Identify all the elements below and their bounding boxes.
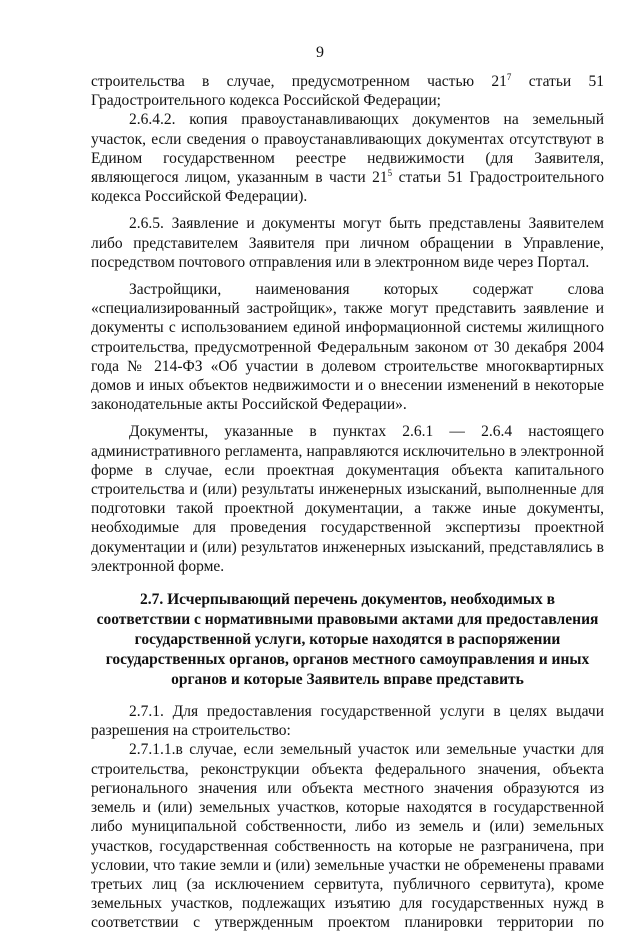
paragraph-text: строительства в случае, предусмотренном частью 21	[91, 73, 507, 90]
paragraph-2-7-1: 2.7.1. Для предоставления государственной услуги в целях выдачи разрешения на строительство:	[91, 703, 604, 740]
paragraph-2-7-1-1: 2.7.1.1.в случае, если земельный участок или земельные участки для строительства, реконструкции объекта федерального значения, объекта регионального значения или объекта местного значения образуются из земель и (или) земельных участков, которые находятся в государственной либо муниципальной собственности, либо из земель и (или) земельных участков, государственная собственность на которые не разграничена, при условии, что такие земли и (или) земельные участки не обременены правами третьих лиц (за исключением сервитута, публичного сервитута), кроме земельных участков, подлежащих изъятию для государственных нужд в соответствии с утвержденным проектом планировки территории по	[91, 741, 604, 932]
superscript: 7	[506, 71, 512, 82]
page-number: 9	[316, 44, 324, 61]
paragraph-text: статьи 51 Градостроительного кодекса Российской Федерации).	[91, 169, 604, 206]
paragraph-text: 2.6.4.2. копия правоустанавливающих документов на земельный участок, если сведения о правоустанавливающих документах отсутствуют в Едином государственном реестре недвижимости (для Заявителя, являющегося лицом, указанным в части 21	[91, 111, 604, 187]
paragraph-text: статьи 51 Градостроительного кодекса Российской Федерации;	[91, 73, 604, 110]
paragraph-2-6-5: 2.6.5. Заявление и документы могут быть представлены Заявителем либо представителем Заявителя при личном обращении в Управление, посредством почтового отправления или в электронном виде через Портал.	[91, 215, 604, 271]
paragraph-developers: Застройщики, наименования которых содержат слова «специализированный застройщик», также могут представить заявление и документы с использованием единой информационной системы жилищного строительства, предусмотренной Федеральным законом от 30 декабря 2004 года № 214-ФЗ «Об участии в долевом строительстве многоквартирных домов и иных объектов недвижимости и о внесении изменений в некоторые законодательные акты Российской Федерации».	[91, 281, 604, 414]
document-body	[91, 72, 604, 933]
paragraph-2-6-4-2	[91, 110, 604, 206]
paragraph-continuation	[91, 72, 604, 110]
paragraph-electronic-form: Документы, указанные в пунктах 2.6.1 — 2.6.4 настоящего административного регламента, направляются исключительно в электронной форме в случае, если проектная документация объекта капитального строительства и (или) результаты инженерных изысканий, выполненные для подготовки такой проектной документации, а также иные документы, необходимые для проведения государственной экспертизы проектной документации и (или) результатов инженерных изысканий, представлялись в электронной форме.	[91, 423, 604, 575]
superscript: 5	[387, 167, 393, 178]
section-heading-2-7: 2.7. Исчерпывающий перечень документов, необходимых в соответствии с нормативными правовыми актами для предоставления государственной услуги, которые находятся в распоряжении государственных органов, органов местного самоуправления и иных органов и которые Заявитель вправе представить	[96, 591, 599, 689]
